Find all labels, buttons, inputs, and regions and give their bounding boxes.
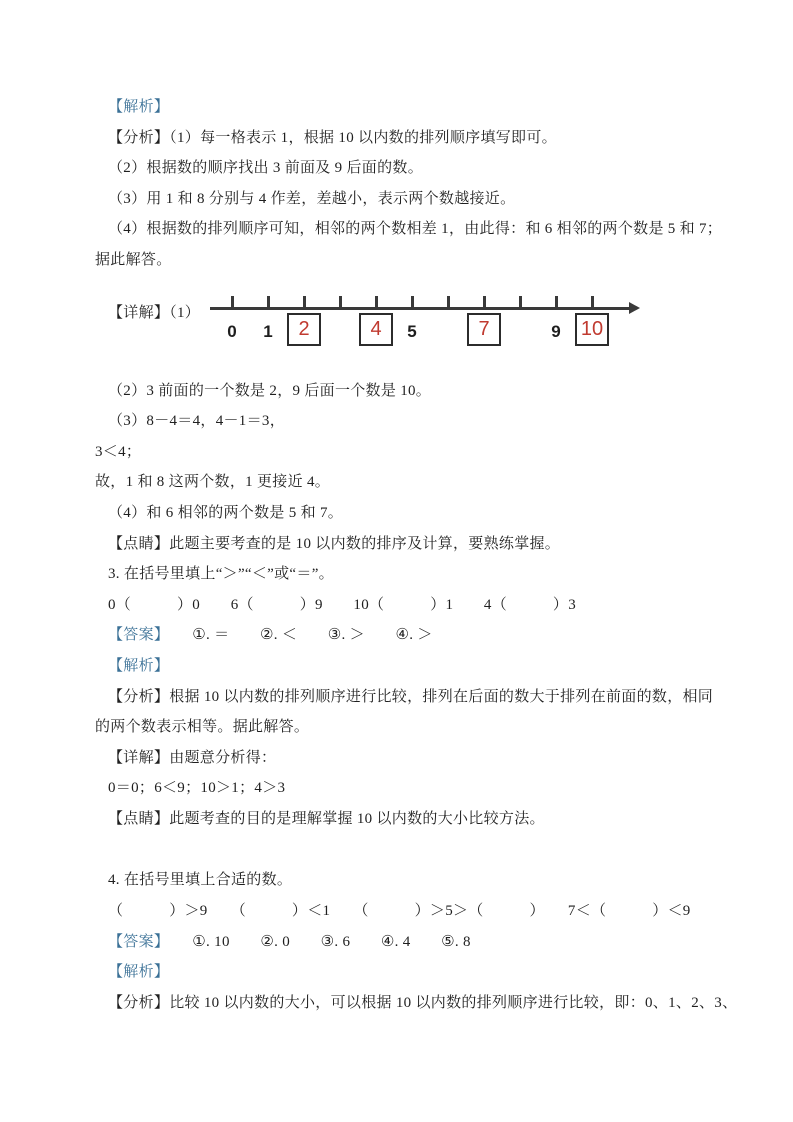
q2-detail-3c bbox=[95, 467, 701, 498]
text-run: （3）用 1 和 8 分别与 4 作差，差越小，表示两个数越接近。 bbox=[108, 190, 516, 207]
q3-analysis-1 bbox=[95, 682, 714, 713]
text-run: 【点睛】此题主要考查的是 10 以内数的排序及计算，要熟练掌握。 bbox=[108, 535, 561, 552]
numberline-tick bbox=[447, 296, 450, 309]
text-run: 【分析】（1）每一格表示 1，根据 10 以内数的排列顺序填写即可。 bbox=[108, 129, 557, 146]
text-run: 的两个数表示相等。据此解答。 bbox=[95, 719, 310, 736]
section-tag-label: 【解析】 bbox=[108, 964, 170, 981]
detail-figure-row bbox=[95, 292, 701, 358]
numberline-tick bbox=[267, 296, 270, 309]
text-run: 0＝0；6＜9；10＞1；4＞3 bbox=[108, 780, 286, 797]
numberline-tick bbox=[375, 296, 378, 309]
text-run: （2）根据数的顺序找出 3 前面及 9 后面的数。 bbox=[108, 160, 424, 177]
q3-comparisons bbox=[95, 773, 701, 804]
text-run: 0（ ）0 6（ ）9 10（ ）1 4（ ）3 bbox=[108, 596, 577, 613]
numberline-answer-box: 4 bbox=[359, 313, 393, 346]
q2-analysis-3 bbox=[95, 184, 701, 215]
q2-detail-3 bbox=[95, 406, 701, 437]
numberline-number: 9 bbox=[551, 321, 561, 341]
text-run: （3）8－4＝4，4－1＝3， bbox=[108, 413, 286, 430]
numberline-tick bbox=[519, 296, 522, 309]
q4-title bbox=[95, 865, 701, 896]
detail-figure-label: 【详解】（1） bbox=[108, 304, 201, 321]
text-run: 故，1 和 8 这两个数，1 更接近 4。 bbox=[95, 474, 331, 491]
text-run: （2）3 前面的一个数是 2，9 后面一个数是 10。 bbox=[108, 382, 432, 399]
q3-title bbox=[95, 559, 701, 590]
q3-analysis-1b bbox=[95, 712, 701, 743]
section-tag-label: 【答案】 bbox=[108, 933, 162, 950]
section-tag-label: 【答案】 bbox=[108, 627, 162, 644]
numberline-figure bbox=[210, 292, 655, 358]
q3-summary bbox=[95, 804, 701, 835]
q3-blanks bbox=[95, 590, 701, 621]
q2-analysis-1 bbox=[95, 123, 701, 154]
numberline-axis-arrow bbox=[210, 307, 630, 310]
numberline-tick bbox=[411, 296, 414, 309]
q2-detail-3b bbox=[95, 437, 701, 468]
section-tag-label: 【解析】 bbox=[108, 99, 170, 115]
numberline-tick bbox=[483, 296, 486, 309]
text-run: （ ）＞9 （ ）＜1 （ ）＞5＞（ ） 7＜（ ）＜9 bbox=[108, 903, 691, 920]
text-run: 【点睛】此题考查的目的是理解掌握 10 以内数的大小比较方法。 bbox=[108, 810, 545, 827]
numberline-answer-box: 7 bbox=[467, 313, 501, 346]
q2-analysis-label bbox=[95, 92, 701, 123]
text-run: 【详解】由题意分析得： bbox=[108, 749, 277, 766]
numberline-tick bbox=[231, 296, 234, 309]
text-run: 据此解答。 bbox=[95, 251, 172, 268]
document-body bbox=[95, 92, 738, 1018]
q2-detail-4 bbox=[95, 498, 701, 529]
numberline-tick bbox=[555, 296, 558, 309]
numberline-tick bbox=[339, 296, 342, 309]
text-run: 3. 在括号里填上“＞”“＜”或“＝”。 bbox=[108, 566, 334, 583]
q3-analysis-label bbox=[95, 651, 701, 682]
numberline-number: 5 bbox=[407, 321, 417, 341]
q4-analysis-1 bbox=[95, 988, 738, 1019]
text-run: 【分析】比较 10 以内数的大小，可以根据 10 以内数的排列顺序进行比较，即：0、1、2、3、 bbox=[108, 994, 738, 1011]
q2-analysis-2 bbox=[95, 153, 701, 184]
q4-answer bbox=[95, 927, 701, 958]
numberline-tick bbox=[303, 296, 306, 309]
q3-answer bbox=[95, 620, 701, 651]
q4-analysis-label bbox=[95, 957, 701, 988]
text-run: 【分析】根据 10 以内数的排列顺序进行比较，排列在后面的数大于排列在前面的数，相同 bbox=[108, 688, 714, 705]
text-run: （4）和 6 相邻的两个数是 5 和 7。 bbox=[108, 504, 344, 521]
numberline-number: 0 bbox=[227, 321, 237, 341]
numberline-number: 1 bbox=[263, 321, 273, 341]
text-run: ①. ＝ ②. ＜ ③. ＞ ④. ＞ bbox=[161, 627, 433, 644]
q2-summary bbox=[95, 529, 701, 560]
q2-detail-2 bbox=[95, 376, 701, 407]
q3-detail bbox=[95, 743, 701, 774]
numberline-answer-box: 2 bbox=[287, 313, 321, 346]
text-run: （4）根据数的排列顺序可知，相邻的两个数相差 1，由此得：和 6 相邻的两个数是 5 和 7； bbox=[108, 221, 723, 238]
text-run: ①. 10 ②. 0 ③. 6 ④. 4 ⑤. 8 bbox=[161, 933, 471, 950]
text-run: 4. 在括号里填上合适的数。 bbox=[108, 872, 293, 889]
section-tag-label: 【解析】 bbox=[108, 657, 170, 674]
q4-blanks bbox=[95, 896, 701, 927]
q2-analysis-4b bbox=[95, 245, 701, 276]
numberline-tick bbox=[591, 296, 594, 309]
numberline-answer-box: 10 bbox=[575, 313, 609, 346]
text-run: 3＜4； bbox=[95, 443, 142, 460]
q2-analysis-4 bbox=[95, 214, 723, 245]
